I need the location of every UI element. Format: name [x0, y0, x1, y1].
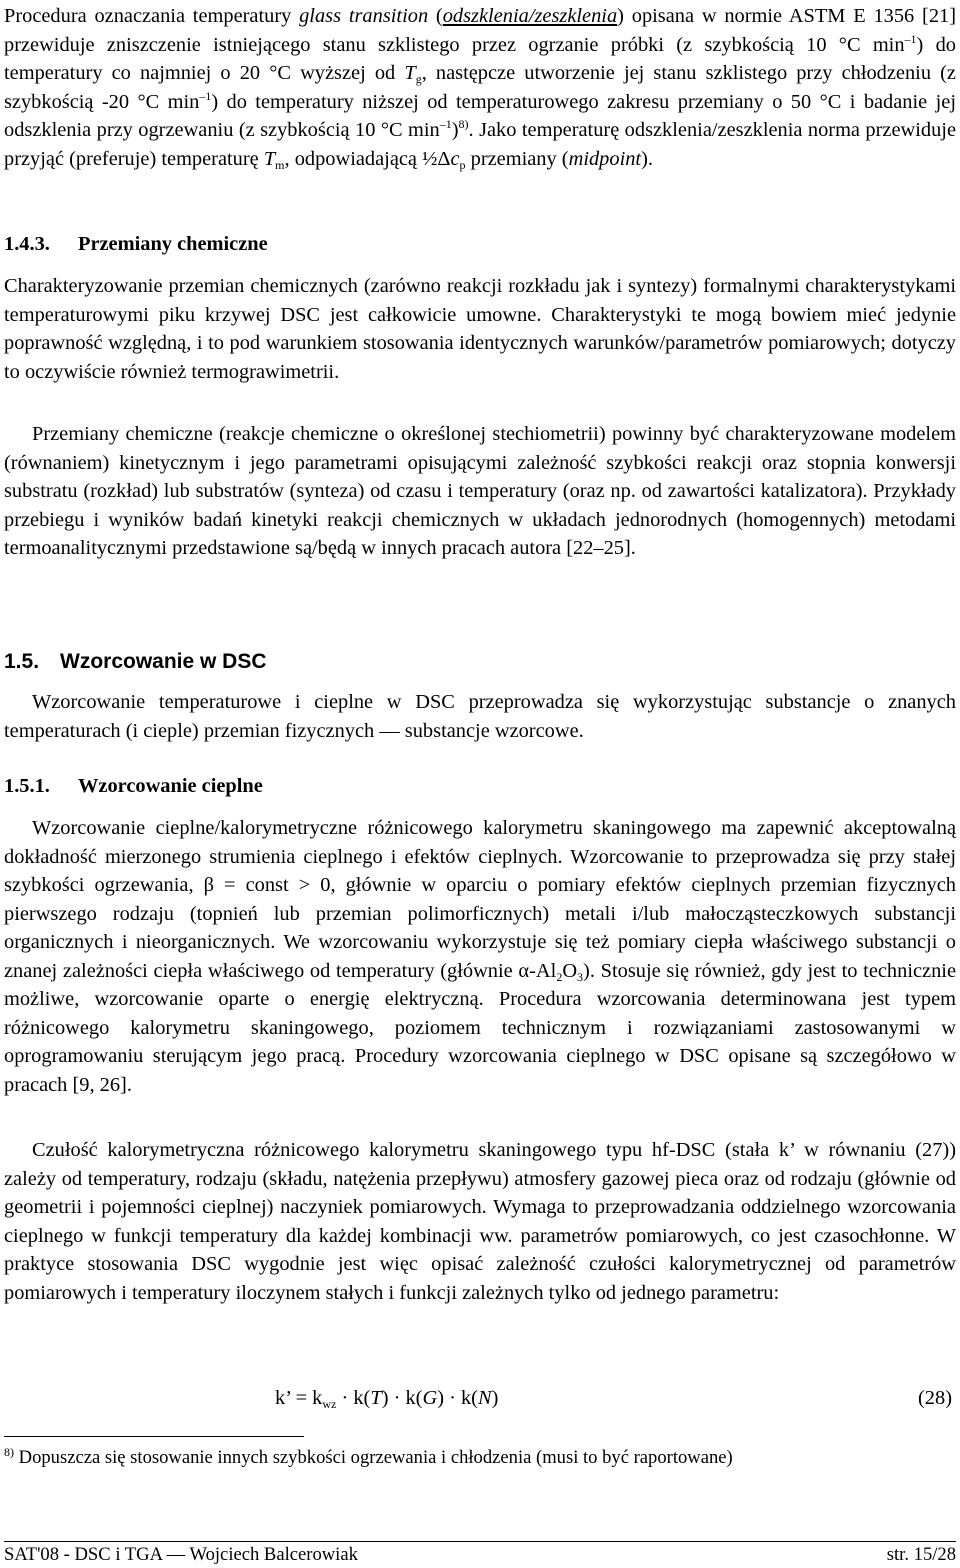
equation-part: ) — [491, 1387, 499, 1409]
text-run: Wzorcowanie cieplne/kalorymetryczne różnicowego kalorymetru skaningowego ma zapewnić akceptowalną dokładność mierzonego strumienia cieplnego i efektów cieplnych. Wzorcowanie to przeprowadza się przy stałej szybkości ogrzewania, β = const > 0, głównie w oparciu o pomiary efektów cieplnych przemian fizycznych pierwszego rodzaju (topnień lub przemian polimorficznych) metali i/lub małocząsteczkowych substancji organicznych i nieorganicznych. We wzorcowaniu wykorzystuje się też pomiary ciepła właściwego substancji o znanej zależności ciepła właściwego od temperatury (głównie α-Al — [4, 817, 956, 982]
equation-part: k’ = k — [275, 1387, 323, 1409]
subscript: 3 — [577, 969, 584, 984]
footnote-text: Dopuszcza się stosowanie innych szybkości ogrzewania i chłodzenia (musi to być raportowane) — [14, 1447, 733, 1468]
equation-variable: G — [422, 1387, 438, 1409]
section-title: Wzorcowanie cieplne — [78, 775, 263, 797]
text-run-italic: glass transition — [299, 5, 429, 27]
text-run: ) do temperatury co najmniej o 20 °C wyższej od — [4, 33, 957, 84]
paragraph-heat-calibration — [4, 814, 956, 1099]
section-heading-1-5 — [4, 648, 267, 676]
subscript: m — [275, 157, 285, 172]
equation-part: ) · k( — [381, 1387, 423, 1409]
text-run-italic: midpoint — [568, 147, 642, 170]
equation-number: (28) — [918, 1387, 952, 1409]
equation-part: ) · k( — [437, 1387, 478, 1409]
equation-body — [275, 1384, 498, 1412]
text-run: ( — [428, 5, 443, 27]
symbol-T: T — [404, 62, 416, 84]
section-title: Przemiany chemiczne — [78, 233, 268, 255]
section-number: 1.5. — [4, 650, 40, 673]
text-run: ) — [451, 119, 459, 141]
footer-title: SAT'08 - DSC i TGA — Wojciech Balcerowiak — [4, 1544, 358, 1565]
text-run: ) do temperatury niższej od temperaturowego zakresu przemiany o 50 °C i badanie jej odszklenia przy ogrzewaniu (z szybkością 10 °C min — [4, 90, 956, 141]
symbol-T: T — [263, 147, 276, 170]
superscript: –1 — [199, 88, 212, 103]
text-run: przemiany ( — [465, 147, 569, 170]
subscript: 2 — [556, 969, 563, 984]
subscript: g — [415, 72, 422, 86]
text-run: Procedura oznaczania temperatury — [4, 5, 300, 27]
equation-variable: T — [370, 1387, 382, 1409]
equation-subscript: wz — [322, 1397, 337, 1411]
equation-variable: N — [477, 1387, 492, 1409]
paragraph-chemical-kinetics: Przemiany chemiczne (reakcje chemiczne o określonej stechiometrii) powinny być charakteryzowane modelem (równaniem) kinetycznym i jego parametrami opisującymi zależność szybkości reakcji oraz stopnia konwersji substratu (rozkład) lub substratów (synteza) od czasu i temperatury (oraz np. od zawartości katalizatora). Przykłady przebiegu i wyników badań kinetyki reakcji chemicznych w układach jednorodnych (homogennych) metodami termoanalitycznymi przedstawione są/będą w innych pracach autora [22–25]. — [4, 423, 956, 559]
text-run-underlined: odszklenia/zeszklenia — [442, 5, 618, 27]
section-number: 1.4.3. — [4, 233, 50, 255]
paragraph-glass-transition — [4, 2, 956, 173]
section-heading-1-4-3 — [4, 230, 268, 258]
page-number: str. 15/28 — [886, 1544, 956, 1565]
footer-separator — [4, 1541, 956, 1542]
subscript: p — [459, 157, 466, 172]
footnote-reference: 8) — [458, 117, 469, 131]
footnote — [4, 1445, 956, 1471]
equation-28 — [4, 1384, 956, 1412]
text-run: , następcze utworzenie jej stanu szklistego przy chłodzeniu (z szybkością -20 °C min — [4, 62, 956, 113]
paragraph-chemical-characterization: Charakteryzowanie przemian chemicznych (zarówno reakcji rozkładu jak i syntezy) formalnymi charakterystykami temperaturowymi piku krzywej DSC jest całkowicie umowne. Charakterystyki te mogą bowiem mieć jedynie poprawność względną, i to pod warunkiem stosowania identycznych warunków/parametrów pomiarowych; dotyczy to oczywiście również termograwimetrii. — [4, 275, 956, 383]
equation-part: · k( — [336, 1387, 371, 1409]
text-run: ). Stosuje się również, gdy jest to technicznie możliwe, wzorcowanie oparte o energię elektryczną. Procedura wzorcowania determinowana jest typem różnicowego kalorymetru skaningowego, poziomem technicznym i rozwiązaniami zastosowanymi w oprogramowaniu sterującym jego pracą. Procedury wzorcowania cieplnego w DSC opisane są szczegółowo w pracach [9, 26]. — [4, 959, 957, 1096]
section-number: 1.5.1. — [4, 775, 50, 797]
symbol-c: c — [450, 147, 460, 170]
section-title: Wzorcowanie w DSC — [60, 650, 267, 673]
paragraph-calibration-intro: Wzorcowanie temperaturowe i cieplne w DSC przeprowadza się wykorzystując substancje o znanych temperaturach (i cieple) przemian fizycznych — substancje wzorcowe. — [4, 691, 956, 742]
text-run: . Jako temperaturę odszklenia/zeszklenia norma przewiduje przyjąć (preferuje) temperaturę — [4, 119, 956, 170]
superscript: –1 — [439, 117, 452, 131]
superscript: –1 — [904, 31, 917, 46]
footnote-separator — [4, 1436, 304, 1437]
footnote-mark: 8) — [4, 1445, 14, 1459]
paragraph-sensitivity: Czułość kalorymetryczna różnicowego kalorymetru skaningowego typu hf-DSC (stała k’ w równaniu (27)) zależy od temperatury, rodzaju (składu, natężenia przepływu) atmosfery gazowej pieca oraz od rodzaju (głównie od geometrii i pojemności cieplnej) naczyniek pomiarowych. Wymaga to przeprowadzania oddzielnego wzorcowania cieplnego w funkcji temperatury dla każdej kombinacji ww. parametrów pomiarowych, co jest czasochłonne. W praktyce stosowania DSC wygodnie jest więc opisać zależność czułości kalorymetrycznej od parametrów pomiarowych i temperatury iloczynem stałych i funkcji zależnych tylko od jednego parametru: — [4, 1139, 956, 1304]
text-run: O — [562, 959, 578, 982]
text-run: , odpowiadającą ½Δ — [284, 147, 451, 170]
section-heading-1-5-1 — [4, 772, 263, 800]
text-run: ). — [641, 147, 653, 170]
text-run: ) opisana w normie ASTM E 1356 [21] przewiduje zniszczenie istniejącego stanu szklistego przez ogrzanie próbki (z szybkością 10 °C min — [4, 5, 957, 56]
